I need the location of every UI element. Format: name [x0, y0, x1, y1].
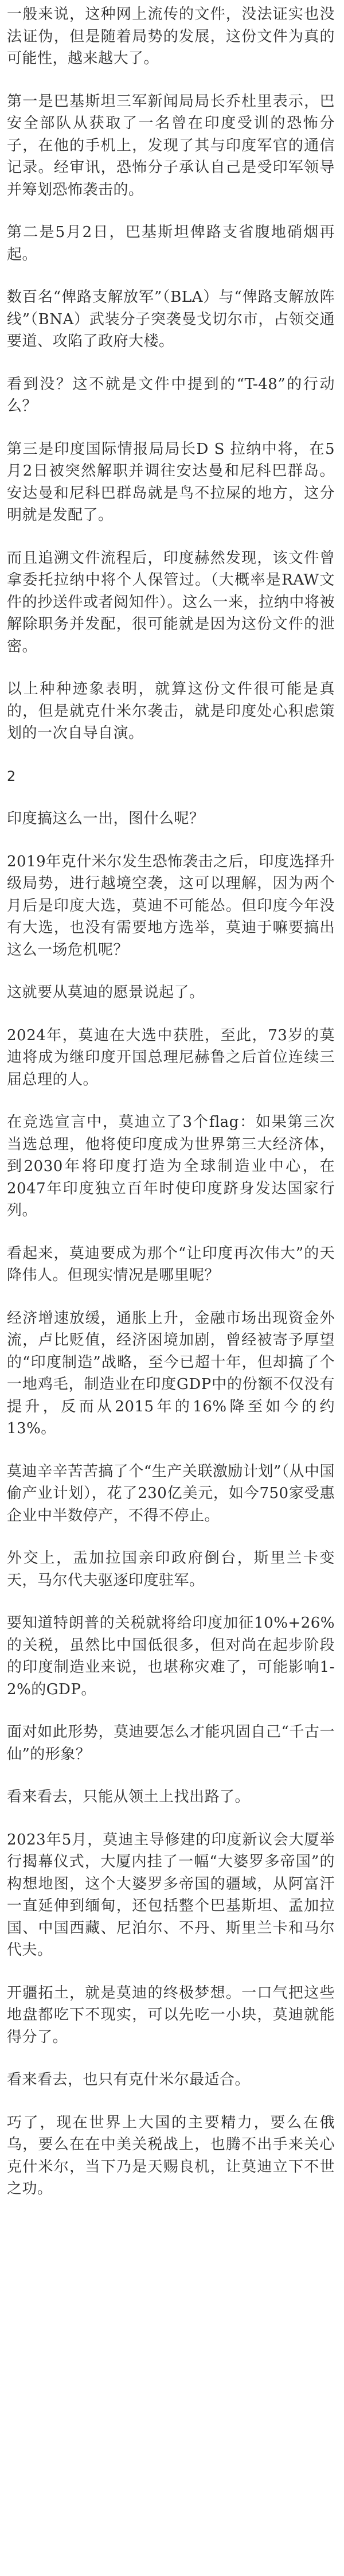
paragraph: 第二是5月2日，巴基斯坦俾路支省腹地硝烟再起。 — [7, 224, 335, 263]
paragraph: 印度搞这么一出，图什么呢？ — [7, 810, 205, 827]
paragraph: 2024年，莫迪在大选中获胜，至此，73岁的莫迪将成为继印度开国总理尼赫鲁之后首位连续三届总理的人。 — [7, 1026, 335, 1088]
paragraph: 面对如此形势，莫迪要怎么才能巩固自己“千古一仙”的形象？ — [7, 1723, 335, 1763]
paragraph: 而且追溯文件流程后，印度赫然发现，该文件曾拿委托拉纳中将个人保管过。（大概率是RAW文件的抄送件或者阅知件）。这么一来，拉纳中将被解除职务并发配，很可能就是因为这份文件的泄密。 — [7, 549, 335, 655]
paragraph: 2019年克什米尔发生恐怖袭击之后，印度选择升级局势，进行越境空袭，这可以理解，因为两个月后是印度大选，莫迪不可能怂。但印度今年没有大选，也没有需要地方选举，莫迪于嘛要搞出这么一场危机呢？ — [7, 853, 335, 959]
paragraph: 开疆拓土，就是莫迪的终极梦想。一口气把这些地盘都吃下不现实，可以先吃一小块，莫迪就能得分了。 — [7, 1984, 335, 2046]
paragraph: 外交上，盂加拉国亲印政府倒台，斯里兰卡变天，马尔代夫驱逐印度驻军。 — [7, 1550, 335, 1589]
paragraph: 在竞选宣言中，莫迪立了3个flag：如果第三次当选总理，他将使印度成为世界第三大经济体，到2030年将印度打造为全球制造业中心，在2047年印度独立百年时使印度跻身发达国家行列。 — [7, 1114, 335, 1219]
paragraph: 2023年5月，莫迪主导修建的印度新议会大厦举行揭幕仪式，大厦内挂了一幅“大婆罗多帝国”的构想地图，这个大婆罗多帝国的疆域，从阿富汗一直延伸到缅甸，还包括整个巴基斯坦、孟加拉国、中国西藏、尼泊尔、不丹、斯里兰卡和马尔代夫。 — [7, 1831, 335, 1959]
paragraph: 经济增速放缓，通胀上升，金融市场出现资金外流，卢比贬值，经济困境加剧，曾经被寄予厚望的“印度制造”战略，至今已超十年，但却搞了个一地鸡毛，制造业在印度GDP中的份额不仅没有提升，反而从2015年的16%降至如今的约13%。 — [7, 1309, 335, 1437]
paragraph: 这就要从莫迪的愿景说起了。 — [7, 984, 205, 1001]
paragraph: 第一是巴基斯坦三军新闻局局长乔杜里表示，巴安全部队从获取了一名曾在印度受训的恐怖分子，在他的手机上，发现了其与印度军官的通信记录。经审讯，恐怖分子承认自己是受印军领导并筹划恐怖袭击的。 — [7, 92, 335, 199]
paragraph: 莫迪辛辛苦苦搞了个“生产关联激励计划”（从中国偷产业计划），花了230亿美元，如今750家受惠企业中半数停产，不得不停止。 — [7, 1462, 335, 1524]
paragraph: 要知道特朗普的关税就将给印度加征10%+26%的关税，虽然比中国低很多，但对尚在起步阶段的印度制造业来说，也堪称灾难了，可能影响1-2%的GDP。 — [7, 1614, 335, 1698]
paragraph: 第三是印度国际情报局局长D S 拉纳中将，在5月2日被突然解职并调往安达曼和尼科巴群岛。安达曼和尼科巴群岛就是鸟不拉屎的地方，这分明就是发配了。 — [7, 440, 335, 524]
section-number: 2 — [7, 768, 16, 784]
paragraph: 看来看去，也只有克什米尔最适合。 — [7, 2071, 251, 2088]
paragraph: 看到没？这不就是文件中提到的“T-48”的行动么？ — [7, 375, 335, 415]
paragraph: 一般来说，这种网上流传的文件，没法证实也没法证伪，但是随着局势的发展，这份文件为真的可能性，越来越大了。 — [7, 6, 335, 67]
paragraph: 看起来，莫迪要成为那个“让印度再次伟大”的天降伟人。但现实情况是哪里呢？ — [7, 1244, 335, 1284]
paragraph: 看来看去，只能从领土上找出路了。 — [7, 1788, 251, 1805]
paragraph: 巧了，现在世界上大国的主要精力，要么在俄乌，要么在在中美关税战上，也腾不出手来关心克什米尔，当下乃是天赐良机，让莫迪立下不世之功。 — [7, 2114, 335, 2197]
paragraph: 以上种种迹象表明，就算这份文件很可能是真的，但是就克什米尔袭击，就是印度处心积虑策划的一次自导自演。 — [7, 680, 335, 742]
paragraph: 数百名“俾路支解放军”（BLA）与“俾路支解放阵线”（BNA）武装分子突袭曼戈切尔市，占领交通要道、攻陷了政府大楼。 — [7, 289, 335, 350]
